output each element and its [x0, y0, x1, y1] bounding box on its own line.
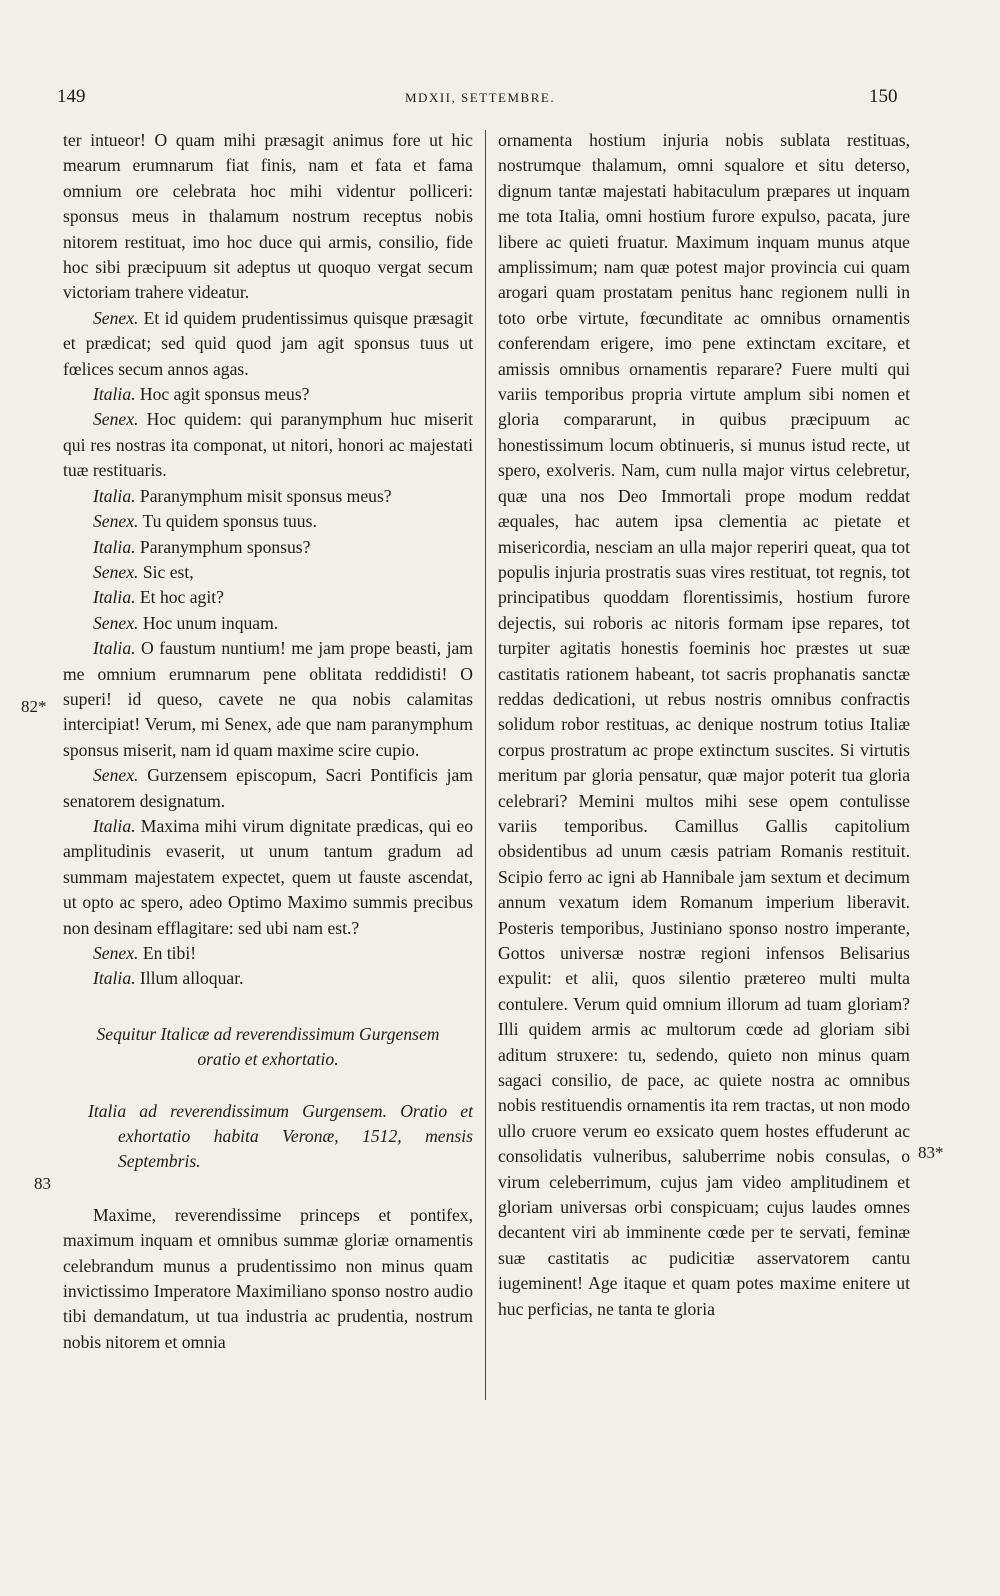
- dialogue-line: [63, 611, 473, 636]
- dialogue-line: [63, 509, 473, 534]
- dialogue-text: Maxima mihi virum dignitate prædicas, qui eo amplitudinis evaserit, ut unum tantum gradum ad summam majestatem expectet, quem ut fauste ascendat, ut opto ac spero, adeo Optimo Maximo summis precibus non desinam efflagitare: sed ubi nam est.?: [63, 815, 473, 938]
- dialogue-text: En tibi!: [138, 943, 197, 963]
- speaker: Italia.: [93, 968, 136, 989]
- dialogue-text: Hoc unum inquam.: [138, 612, 279, 633]
- speaker: Senex.: [93, 511, 139, 532]
- dialogue-line: [63, 636, 473, 763]
- dialogue-line: [63, 484, 473, 509]
- dialogue-line: [63, 306, 473, 382]
- dialogue-line: [63, 535, 473, 560]
- dialogue-text: Et hoc agit?: [135, 587, 224, 608]
- speaker: Senex.: [93, 307, 139, 328]
- dialogue-line: [63, 763, 473, 814]
- speaker: Italia.: [93, 815, 136, 836]
- dialogue-text: Sic est,: [138, 561, 194, 582]
- speaker: Italia.: [93, 638, 136, 659]
- speaker: Senex.: [93, 409, 139, 430]
- dialogue-line: [63, 941, 473, 966]
- dialogue-line: [63, 814, 473, 941]
- dialogue-text: Et id quidem prudentissimus quisque præsagit et prædicat; sed quid quod jam agit sponsus tuus ut fœlices secum annos agas.: [63, 307, 473, 379]
- dialogue-text: Gurzensem episcopum, Sacri Pontificis jam senatorem designatum.: [63, 765, 473, 811]
- page-number-right: 150: [869, 86, 898, 107]
- margin-note-82: 82*: [21, 697, 47, 716]
- dialogue-text: Hoc agit sponsus meus?: [135, 384, 310, 405]
- dialogue-text: Paranymphum sponsus?: [135, 536, 311, 557]
- oratio-paragraph: Maxime, reverendissime princeps et pontifex, maximum inquam et omnibus summæ gloriæ ornamentis celebrandum munus a prudentissimo non minus quam invictissimo Imperatore Maximiliano sponso nostro audio tibi demandatum, ut tua industria ac prudentia, nostrum nobis nitorem et omnia: [63, 1204, 473, 1352]
- right-column: [498, 128, 910, 1322]
- left-column: [63, 128, 473, 1355]
- speaker: Italia.: [93, 384, 136, 405]
- dialogue-text: O faustum nuntium! me jam prope beasti, jam me omnium erumnarum pene oblitata reddidisti! O superi! id queso, cavete ne qua nobis calamitas intercipiat! Verum, mi Senex, ade que nam paranymphum sponsus miserit, nam id quam maxime scire cupio.: [63, 638, 473, 760]
- oratio-continuation: ornamenta hostium injuria nobis sublata restituas, nostrumque thalamum, omni squalore et situ deterso, dignum tantæ majestati habitaculum præpares ut inquam me tota Italia, omni hostium furore expulso, pacata, jure libere ac quieti fruatur. Maximum inquam munus atque amplissimum; nam quæ potest major provincia cui quam arogari quam prostatam penitus hanc regionem nulli in toto orbe virtute, fœcunditate ac omnibus ornamentis conferendam erigere, imo pene extinctam excitare, et amissis omnibus ornamentis reparare? Fuere multi qui variis temporibus propria virtute amplum sibi nomen et gloria compararunt, in quibus præcipuum ac honestissimum locum obtinueris, si munus istud recte, ut spero, exolveris. Nam, cum nulla major virtus celebretur, quæ una nos Deo Immortali prope modum reddat æquales, hac autem ipsa clementia ac pietate et misericordia, nesciam an ulla major reperiri queat, qua tot populis injuria prostratis suas vires restituat, tot regnis, tot principatibus quoddam florentissimis, hostium furore dejectis, sui roboris ac nitoris formam ipse repares, tot turpiter agitatis honestis foeminis hoc præstes ut suæ castitatis rationem habeant, tot sacris prophanatis sanctæ reddas dedicationi, ut rebus nostris omnibus confractis solidum robor restituas, ac denique nostrum totius Italiæ corpus prostratum ac prope extinctum suscites. Si virtutis meritum par gloria pensatur, quæ major poterit tua gloria celebrari? Memini multos mihi sese opem contulisse variis temporibus. Camillus Gallis capitolium obsidentibus ad unum cæsis patriam Romanis restituit. Scipio ferro ac igni ab Hannibale jam sextum et decimum annum vexatum idem Romanum imperium liberavit. Posteris temporibus, Justiniano sponso nostro imperante, Gottos universæ nostræ regioni infensos Belisarius expulit: et alii, quos silentio prætereo multi multa contulere. Verum quid omnium illorum ad tuam gloriam? Illi quidem armis ac multorum cœde ad gloriam sibi aditum struxere: tu, sedendo, quieto non minus quam sagaci consilio, de pace, ac quiete nostra ac omnibus nobis restituendis ornamentis ita rem tractas, ut non modo ullo cruore verum eo exsicato quem hostes effuderunt ac consolidatis vulneribus, saluberrime nobis consulas, o virum celeberrimum, cujus jam video amplitudinem et gloriam universas orbi conspicuam; cujus laudes omnes decantent viri ab imminente cœde per te servati, feminæ suæ castitatis ac pudicitiæ asservatorem cantu iugeminent! Age itaque et quam potes maxime enitere ut huc perficias, ne tanta te gloria: [498, 130, 910, 1319]
- dialogue-text: Illum alloquar.: [135, 968, 244, 989]
- page-number-left: 149: [57, 86, 86, 107]
- dialogue-text: Tu quidem sponsus tuus.: [138, 511, 317, 532]
- margin-note-83-right: 83*: [918, 1143, 944, 1162]
- oratio-title: Italia ad reverendissimum Gurgensem. Oratio et exhortatio habita Veronæ, 1512, mensis Septembris.: [88, 1100, 473, 1172]
- column-divider: [485, 130, 486, 1400]
- speaker: Italia.: [93, 536, 136, 557]
- dialogue-line: [63, 585, 473, 610]
- speaker: Senex.: [93, 765, 139, 786]
- speaker: Italia.: [93, 587, 136, 608]
- running-head: MDXII, SETTEMBRE.: [405, 90, 556, 105]
- dialogue-line: [63, 560, 473, 585]
- dialogue-text: Paranymphum misit sponsus meus?: [135, 485, 392, 506]
- section-heading: Sequitur Italicæ ad reverendissimum Gurgensem oratio et exhortatio.: [96, 1023, 440, 1070]
- dialogue-text: Hoc quidem: qui paranymphum huc miserit qui res nostras ita componat, ut nitori, honori ac majestati tuæ restituaris.: [63, 409, 473, 481]
- paragraph: ter intueor! O quam mihi præsagit animus fore ut hic mearum erumnarum fiat finis, nam et fata et fama omnium ore celebrata hoc mihi videntur polliceri: sponsus meus in thalamum nostrum receptus nobis nitorem restituat, imo hoc duce qui armis, consilio, fide hoc sibi præcipuum sit adeptus ut quoquo vergat secum victoriam trahere videatur.: [63, 130, 473, 303]
- dialogue-line: [63, 382, 473, 407]
- speaker: Senex.: [93, 612, 139, 633]
- page-header: [0, 86, 1000, 116]
- speaker: Italia.: [93, 485, 136, 506]
- speaker: Senex.: [93, 943, 139, 963]
- dialogue-line: [63, 407, 473, 483]
- speaker: Senex.: [93, 561, 139, 582]
- dialogue-line: [63, 966, 473, 991]
- margin-note-83-left: 83: [34, 1174, 51, 1193]
